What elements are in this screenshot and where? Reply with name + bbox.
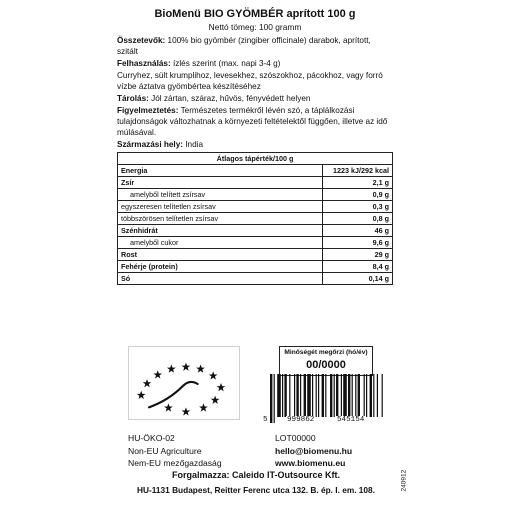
origin: Származási hely: India — [117, 140, 204, 149]
leaf-stem — [149, 382, 198, 407]
barcode-bar — [312, 374, 313, 417]
nutrition-table — [117, 152, 393, 285]
eu-organic-leaf-logo-icon — [128, 346, 240, 420]
left-info — [128, 432, 222, 470]
warning: Figyelmeztetés: Természetes termékről lévén szó, a táplálkozási tulajdonságok változhatnak a környezeti feltételektől függően, illetve az idő múlásával. — [117, 106, 388, 137]
barcode-bar — [318, 374, 319, 417]
nutrition-header: Átlagos tápérték/100 g — [118, 153, 393, 165]
nutrition-value: 2,1 g — [323, 177, 393, 189]
nutrition-name: egyszeresen telítetlen zsírsav — [118, 201, 323, 213]
barcode-bar — [364, 374, 365, 417]
lot-number: LOT00000 — [275, 433, 316, 443]
barcode-bar — [373, 374, 374, 417]
best-before-box — [279, 346, 373, 376]
barcode-bar — [382, 374, 383, 417]
nutrition-value: 0,8 g — [323, 213, 393, 225]
barcode-bar — [296, 374, 298, 417]
barcode-bar — [330, 374, 332, 417]
nutrition-name: többszörösen telítetlen zsírsav — [118, 213, 323, 225]
nutrition-value: 29 g — [323, 249, 393, 261]
barcode-bar — [307, 374, 311, 417]
barcode-bar — [304, 374, 306, 417]
nutrition-value: 46 g — [323, 225, 393, 237]
nutrition-name: Fehérje (protein) — [118, 261, 323, 273]
nutrition-name: Rost — [118, 249, 323, 261]
product-label — [117, 8, 393, 285]
barcode-bar — [358, 374, 360, 417]
barcode-left-digits: 999862 — [287, 416, 315, 424]
storage: Tárolás: Jól zártan, száraz, hűvös, fényvédett helyen — [117, 94, 311, 103]
barcode-bar — [294, 374, 295, 417]
product-title: BioMenü BIO GYÖMBÉR aprított 100 g — [154, 8, 356, 20]
best-before-date: 00/0000 — [306, 359, 346, 371]
website: www.biomenu.eu — [275, 458, 346, 468]
agriculture-en: Non-EU Agriculture — [128, 445, 202, 456]
agriculture-hu: Nem-EU mezőgazdaság — [128, 458, 222, 468]
distributor: Forgalmazza: Caleido IT-Outsource Kft. — [171, 470, 341, 480]
nutrition-value: 9,6 g — [323, 237, 393, 249]
distributor-address: HU-1131 Budapest, Reitter Ferenc utca 132. B. ép. I. em. 108. — [137, 485, 375, 495]
nutrition-value: 0,3 g — [323, 201, 393, 213]
barcode-bar — [352, 374, 353, 417]
organic-code: HU-ÖKO-02 — [128, 433, 175, 443]
eu-organic-leaf-svg — [129, 347, 239, 419]
barcode-first-digit: 5 — [263, 416, 268, 424]
nutrition-name: Szénhidrát — [118, 225, 323, 237]
barcode-bar — [289, 374, 290, 417]
contact-email: hello@biomenu.hu — [275, 445, 353, 456]
barcode-bar — [377, 374, 378, 417]
right-info — [275, 432, 352, 470]
barcode-bar — [341, 374, 342, 417]
nutrition-value: 1223 kJ/292 kcal — [323, 165, 393, 177]
nutrition-name: amelyből cukor — [118, 237, 323, 249]
barcode-numbers — [262, 416, 384, 425]
barcode-right-digits: 545154 — [337, 416, 365, 424]
best-before-label: Minőségét megőrzi (hó/év) — [284, 349, 368, 356]
barcode-bar — [355, 374, 356, 417]
ingredients: Összetevők: 100% bio gyömbér (zingiber officinale) darabok, aprított, szitált — [117, 36, 371, 56]
nutrition-value: 0,14 g — [323, 273, 393, 285]
usage: Felhasználás: ízlés szerint (max. napi 3-4 g) — [117, 59, 281, 68]
barcode-bar — [325, 374, 326, 417]
nutrition-name: Zsír — [118, 177, 323, 189]
barcode-bar — [316, 374, 317, 417]
nutrition-value: 8,4 g — [323, 261, 393, 273]
nutrition-name: Só — [118, 273, 323, 285]
barcode-bar — [336, 374, 338, 417]
barcode-bar — [366, 374, 367, 417]
barcode-bar — [370, 374, 372, 417]
side-code: 240912 — [400, 469, 408, 492]
barcode-bar — [277, 374, 281, 417]
barcode-bar — [300, 374, 301, 417]
barcode-bar — [282, 374, 283, 417]
barcode-bar — [334, 374, 335, 417]
barcode-bar — [322, 374, 324, 417]
net-weight: Nettó tömeg: 100 gramm — [208, 22, 302, 32]
nutrition-name: amelyből telített zsírsav — [118, 189, 323, 201]
nutrition-name: Energia — [118, 165, 323, 177]
barcode-bar — [284, 374, 286, 417]
usage-detail: Curryhez, sült krumplihoz, levesekhez, szószokhoz, pácokhoz, vagy forró vízbe áztatva gyömbértea készítéséhez — [117, 71, 383, 91]
nutrition-value: 0,9 g — [323, 189, 393, 201]
